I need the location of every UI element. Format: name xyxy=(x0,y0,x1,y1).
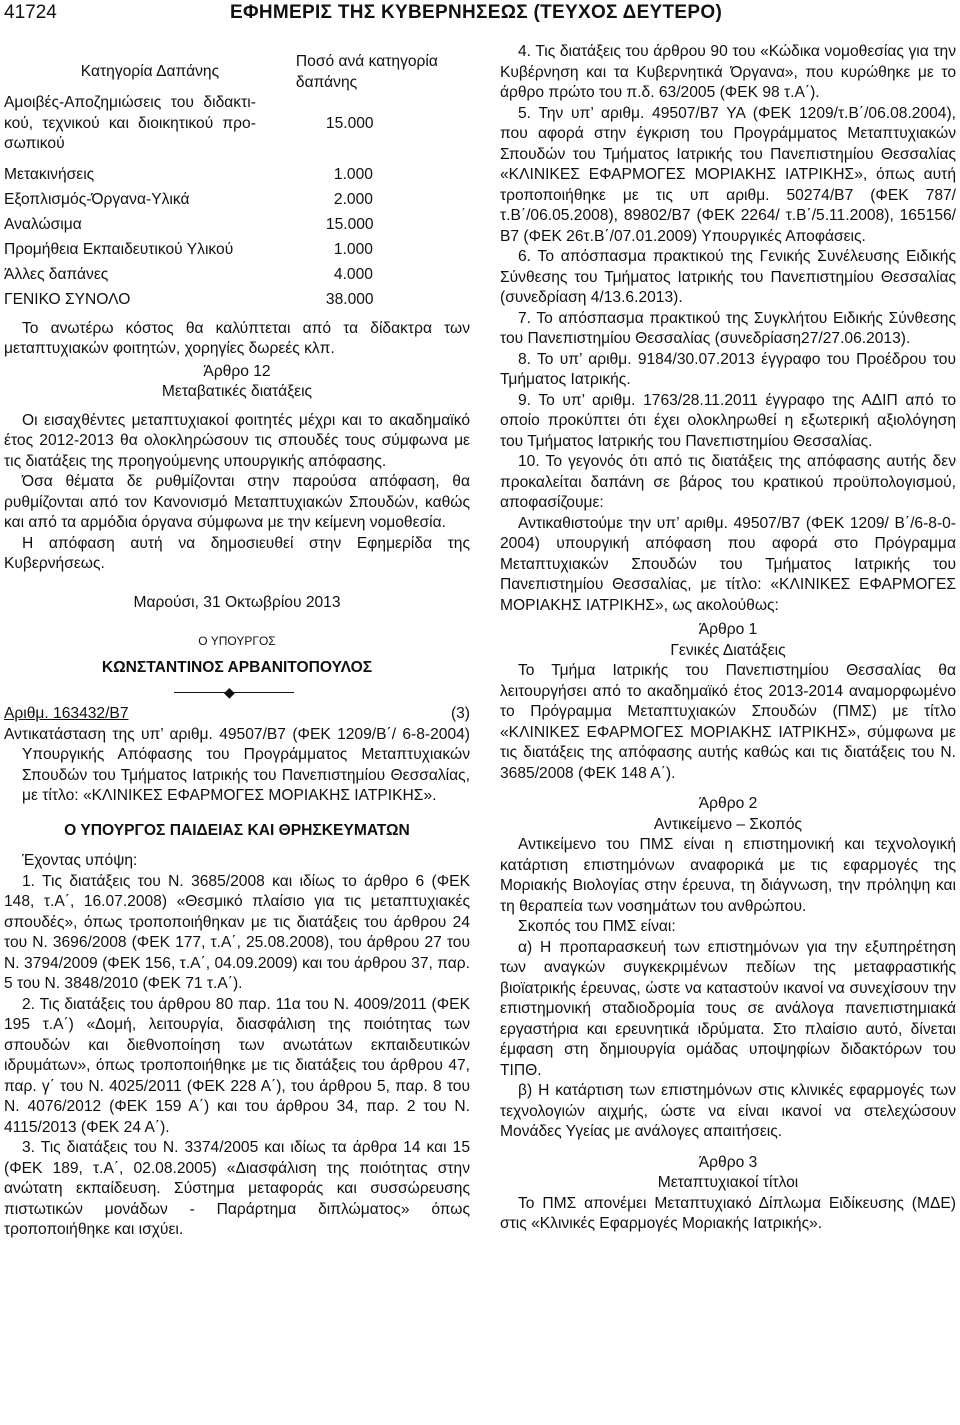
cost-amount: 1.000 xyxy=(333,240,373,258)
table-row xyxy=(4,265,470,290)
table-row xyxy=(4,155,470,190)
cost-category: Προμήθεια Εκπαιδευτικού Υλικού xyxy=(4,240,234,258)
list-item: 8. Το υπ’ αριθμ. 9184/30.07.2013 έγγραφο του Προέδρου του Τμήματος Ιατρικής. xyxy=(500,350,956,388)
article-2-paragraph: Σκοπός του ΠΜΣ είναι: xyxy=(518,918,676,935)
article-1-title: Άρθρο 1 xyxy=(698,621,758,638)
article-2-paragraph: α) Η προπαρασκευή των επιστημόνων για την εξυπηρέτηση των αναγκών συγκεκριμένων πεδίων της μεταφραστικής βιοϊατρικής έρευνας, ώστε να καταστούν ικανοί να συνεχίσουν την επιστημονική σταδιοδρομία τους σε ανάλογα πανεπιστημιακά εργαστήρια και ερευνητικά ιδρύματα. Στο πλαίσιο αυτό, δίνεται έμφαση στη δημιουργία ομάδας υποψηφίων διδακτόρων του ΤΙΠΘ. xyxy=(500,938,956,1079)
cost-amount: 1.000 xyxy=(333,165,373,183)
article-2-paragraph: β) Η κατάρτιση των επιστημόνων στις κλινικές εφαρμογές των τεχνολογιών αιχμής, ώστε να είναι ικανοί να στελεχώσουν Μονάδες Υγείας με ανάλογες απαιτήσεις. xyxy=(500,1082,956,1140)
article-12-title: Άρθρο 12 xyxy=(203,362,271,380)
page-header xyxy=(0,0,960,30)
place-date: Μαρούσι, 31 Οκτωβρίου 2013 xyxy=(133,593,341,611)
article-12-paragraph: Όσα θέματα δε ρυθμίζονται στην παρούσα απόφαση, θα ρυθμίζονται από τον Κανονισμό Μεταπτυχιακών Σπουδών, καθώς και από τα αρμόδια όργανα σύμφωνα με την κείμενη νομοθεσία. xyxy=(4,473,470,531)
article-2-title: Άρθρο 2 xyxy=(698,795,758,812)
replace-paragraph: Αντικαθιστούμε την υπ’ αριθμ. 49507/Β7 (ΦΕΚ 1209/ Β΄/6-8-0-2004) υπουργική απόφαση που αφορά στο Πρόγραμμα Μεταπτυχιακών Σπουδών του Τμήματος Ιατρικής του Πανεπιστημίου Θεσσαλίας, με τίτλο: «ΚΛΙΝΙΚΕΣ ΕΦΑΡΜΟΓΕΣ ΜΟΡΙΑΚΗΣ ΙΑΤΡΙΚΗΣ», ως ακολούθως: xyxy=(500,514,956,614)
list-item: 9. Το υπ’ αριθμ. 1763/28.11.2011 έγγραφο της ΑΔΙΠ από το οποίο προκύπτει ότι έχει ολοκληρωθεί η εξωτερική αξιολόγηση του Τμήματος Ιατρικής του Πανεπιστημίου Θεσσαλίας. xyxy=(500,391,956,450)
cost-category: Άλλες δαπάνες xyxy=(4,265,109,283)
cost-table-header xyxy=(4,42,470,93)
minister-name: ΚΩΝΣΤΑΝΤΙΝΟΣ ΑΡΒΑΝΙΤΟΠΟΥΛΟΣ xyxy=(101,658,373,676)
cost-amount: 15.000 xyxy=(325,114,374,132)
list-item: 7. Το απόσπασμα πρακτικού της Συγκλήτου Ειδικής Σύνθεσης του Πανεπιστημίου Θεσσαλίας (συνεδρίαση27/27.06.2013). xyxy=(500,309,956,347)
having-regard: Έχοντας υπόψη: xyxy=(22,852,138,869)
table-row xyxy=(4,240,470,265)
list-item: 4. Τις διατάξεις του άρθρου 90 του «Κώδικα νομοθεσίας για την Κυβέρνηση και τα Κυβερνητικά Όργανα», που κυρώθηκε με το άρθρο πρώτο του π.δ. 63/2005 (ΦΕΚ 98 τ.Α΄). xyxy=(500,43,956,101)
article-3-paragraph: Το ΠΜΣ απονέμει Μεταπτυχιακό Δίπλωμα Ειδίκευσης (ΜΔΕ) στις «Κλινικές Εφαρμογές Μοριακής Ιατρικής». xyxy=(500,1194,956,1232)
article-2-subtitle: Αντικείμενο – Σκοπός xyxy=(653,815,803,833)
cost-note: Το ανωτέρω κόστος θα καλύπτεται από τα δίδακτρα των μεταπτυχιακών φοιτητών, χορηγίες δωρεές κλπ. xyxy=(4,319,470,357)
category-header: Κατηγορία Δαπάνης xyxy=(80,63,220,80)
decision-title: Αντικατάσταση της υπ’ αριθμ. 49507/Β7 (ΦΕΚ 1209/Β΄/ 6-8-2004) Υπουργικής Απόφασης του Προγράμματος Μεταπτυχιακών Σπουδών του Τμήματος Ιατρικής του Πανεπιστημίου Θεσσαλίας, με τίτλο: «ΚΛΙΝΙΚΕΣ ΕΦΑΡΜΟΓΕΣ ΜΟΡΙΑΚΗΣ ΙΑΤΡΙΚΗΣ». xyxy=(4,725,470,804)
cost-category: Μετακινήσεις xyxy=(4,165,95,183)
diamond-icon: ◆ xyxy=(224,684,235,700)
amount-header: Ποσό ανά κατηγορία δαπάνης xyxy=(295,53,438,91)
cost-amount: 4.000 xyxy=(333,265,373,283)
minister-heading: Ο ΥΠΟΥΡΓΟΣ ΠΑΙΔΕΙΑΣ ΚΑΙ ΘΡΗΣΚΕΥΜΑΤΩΝ xyxy=(64,821,410,839)
list-item: 3. Τις διατάξεις του Ν. 3374/2005 και ιδίως τα άρθρα 14 και 15 (ΦΕΚ 189, τ.Α΄, 02.08.2005) «Διασφάλιση της ποιότητας στην ανώτατη εκπαίδευση. Σύστημα μεταφοράς και συσσώρευσης πιστωτικών μονάδων - Παράρτημα διπλώματος» όπως τροποποιήθηκε και ισχύει. xyxy=(4,1139,470,1238)
decision-number: Αριθμ. 163432/Β7 xyxy=(4,705,129,722)
page-number: 41724 xyxy=(4,2,57,23)
cost-amount: 15.000 xyxy=(325,215,374,233)
article-3-subtitle: Μεταπτυχιακοί τίτλοι xyxy=(657,1174,799,1191)
decision-index: (3) xyxy=(450,705,470,722)
cost-table xyxy=(4,42,470,315)
left-column xyxy=(4,42,470,1241)
list-item: 10. Το γεγονός ότι από τις διατάξεις της απόφασης αυτής δεν προκαλείται δαπάνη σε βάρος του κρατικού προϋπολογισμού, αποφασίζουμε: xyxy=(500,453,956,511)
article-1-subtitle: Γενικές Διατάξεις xyxy=(670,641,786,659)
right-column xyxy=(500,42,956,1235)
minister-role: Ο ΥΠΟΥΡΓΟΣ xyxy=(198,634,276,648)
cost-category: Αμοιβές-Αποζημιώσεις του διδακτικού, τεχνικού και διοικητικού προσωπικού xyxy=(4,94,256,152)
article-1-paragraph: Το Τμήμα Ιατρικής του Πανεπιστημίου Θεσσαλίας θα λειτουργήσει από το ακαδημαϊκό έτος 2013-2014 αναμορφωμένο το Πρόγραμμα Μεταπτυχιακών Σπουδών (ΠΜΣ) με τίτλο «ΚΛΙΝΙΚΕΣ ΕΦΑΡΜΟΓΕΣ ΜΟΡΙΑΚΗΣ ΙΑΤΡΙΚΗΣ», σύμφωνα με τις διατάξεις της απόφασης αυτής καθώς και τις διατάξεις του Ν. 3685/2008 (ΦΕΚ 148 Α΄). xyxy=(500,662,956,782)
section-separator xyxy=(4,684,470,702)
decision-number-row xyxy=(4,704,470,725)
table-row xyxy=(4,215,470,240)
article-2-paragraph: Αντικείμενο του ΠΜΣ είναι η επιστημονική και τεχνολογική κατάρτιση επιστημόνων αναφορικά με τις εφαρμογές της Μοριακής Βιολογίας στην έρευνα, τη διάγνωση, την πρόληψη και τη θεραπεία των νοσημάτων του ανθρώπου. xyxy=(500,836,956,915)
cost-amount: 38.000 xyxy=(325,290,374,308)
cost-category: Εξοπλισμός-Όργανα-Υλικά xyxy=(4,190,190,208)
article-12-subtitle: Μεταβατικές διατάξεις xyxy=(161,383,313,400)
article-12-paragraph: Οι εισαχθέντες μεταπτυχιακοί φοιτητές μέχρι και το ακαδημαϊκό έτος 2012-2013 θα ολοκληρώσουν τις σπουδές τους σύμφωνα με τις διατάξεις της προηγούμενης υπουργικής απόφασης. xyxy=(4,411,470,470)
article-12-paragraph: Η απόφαση αυτή να δημοσιευθεί στην Εφημερίδα της Κυβερνήσεως. xyxy=(4,534,470,572)
list-item: 2. Τις διατάξεις του άρθρου 80 παρ. 11α του Ν. 4009/2011 (ΦΕΚ 195 τ.Α΄) «Δομή, λειτουργία, διασφάλιση της ποιότητας των σπουδών και διεθνοποίηση των ανωτάτων εκπαιδευτικών ιδρυμάτων», όπως τροποποιήθηκε με τις διατάξεις του άρθρου 47, παρ. γ΄ του Ν. 4025/2011 (ΦΕΚ 228 Α΄), του άρθρου 5, παρ. 8 του Ν. 4076/2012 (ΦΕΚ 159 Α΄) και του άρθρου 34, παρ. 2 του Ν. 4115/2013 (ΦΕΚ 24 Α΄). xyxy=(4,995,470,1136)
cost-category: Αναλώσιμα xyxy=(4,215,82,233)
table-row xyxy=(4,93,470,155)
list-item: 6. Το απόσπασμα πρακτικού της Γενικής Συνέλευσης Ειδικής Σύνθεσης του Τμήματος Ιατρικής του Πανεπιστημίου Θεσσαλίας (συνεδρίαση 4/13.6.2013). xyxy=(500,248,956,306)
gazette-title: ΕΦΗΜΕΡΙΣ ΤΗΣ ΚΥΒΕΡΝΗΣΕΩΣ (ΤΕΥΧΟΣ ΔΕΥΤΕΡΟ) xyxy=(230,2,723,23)
list-item: 1. Τις διατάξεις του Ν. 3685/2008 και ιδίως το άρθρο 6 (ΦΕΚ 148, τ.Α΄, 16.07.2008) «Θεσμικό πλαίσιο για τις μεταπτυχιακές σπουδές», όπως τροποποιήθηκαν με τις διατάξεις του άρθρου 24 του Ν. 3696/2008 (ΦΕΚ 177, τ.Α΄, 25.08.2008), του άρθρου 27 του Ν. 3794/2009 (ΦΕΚ 156, τ.Α΄, 04.09.2009) και του άρθρου 37, παρ. 5 του Ν. 3848/2010 (ΦΕΚ 71 τ.Α΄). xyxy=(4,872,470,992)
table-row xyxy=(4,190,470,215)
cost-category: ΓΕΝΙΚΟ ΣΥΝΟΛΟ xyxy=(4,290,131,308)
article-3-title: Άρθρο 3 xyxy=(698,1153,758,1171)
cost-amount: 2.000 xyxy=(333,190,373,208)
table-row-total xyxy=(4,290,470,315)
list-item: 5. Την υπ’ αριθμ. 49507/Β7 ΥΑ (ΦΕΚ 1209/τ.Β΄/06.08.2004), που αφορά στην έγκριση του Προγράμματος Μεταπτυχιακών Σπουδών του Τμήματος Ιατρικής του Πανεπιστημίου Θεσσαλίας «ΚΛΙΝΙΚΕΣ ΕΦΑΡΜΟΓΕΣ ΜΟΡΙΑΚΗΣ ΙΑΤΡΙΚΗΣ», όπως αυτή τροποποιήθηκε με τις υπ αριθμ. 50274/Β7 (ΦΕΚ 787/τ.Β΄/06.05.2008), 89802/Β7 (ΦΕΚ 2264/ τ.Β΄/5.11.2008), 165156/Β7 (ΦΕΚ 26τ.Β΄/07.01.2009) Υπουργικές Αποφάσεις. xyxy=(500,104,956,245)
